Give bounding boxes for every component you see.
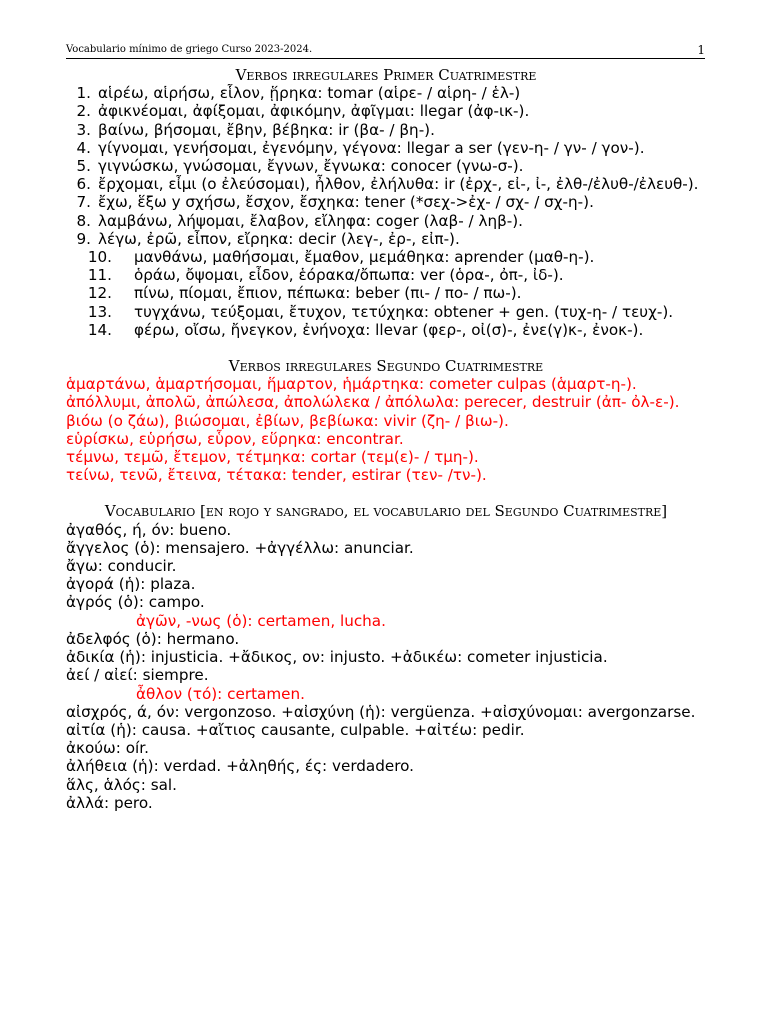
vocab-entry: αἰτία (ἡ): causa. +αἴτιος causante, culpable. +αἰτέω: pedir. bbox=[66, 720, 525, 739]
list-item bbox=[66, 212, 706, 230]
section-heading-first-term: Verbos irregulares Primer Cuatrimestre bbox=[235, 66, 537, 84]
irregular-verbs-first-list bbox=[66, 84, 706, 339]
vocab-entry: ἀδικία (ἡ): injusticia. +ἄδικος, ον: injusto. +ἀδικέω: cometer injusticia. bbox=[66, 648, 608, 667]
item-number: 6. bbox=[76, 175, 91, 194]
verb-line: τέμνω, τεμῶ, ἔτεμον, τέτμηκα: cortar (τεμ(ε)- / τμη-). bbox=[66, 448, 479, 467]
page-number: 1 bbox=[697, 43, 705, 57]
item-text: γίγνομαι, γενήσομαι, ἐγενόμην, γέγονα: llegar a ser (γεν-η- / γν- / γον-). bbox=[98, 138, 645, 157]
item-number: 4. bbox=[76, 138, 91, 157]
list-item bbox=[66, 121, 706, 139]
vocab-entry-second-term: ἆθλον (τό): certamen. bbox=[136, 684, 305, 703]
item-number: 7. bbox=[76, 193, 91, 212]
list-item bbox=[66, 321, 706, 339]
verb-line: εὑρίσκω, εὑρήσω, εὗρον, εὕρηκα: encontrar. bbox=[66, 429, 404, 448]
list-item bbox=[66, 157, 706, 175]
list-item bbox=[66, 139, 706, 157]
list-item bbox=[66, 266, 706, 284]
verb-line: ἁμαρτάνω, ἁμαρτήσομαι, ἥμαρτον, ἡμάρτηκα: cometer culpas (ἁμαρτ-η-). bbox=[66, 375, 637, 394]
item-text: ἔρχομαι, εἶμι (ο ἐλεύσομαι), ἦλθον, ἐλήλυθα: ir (ἐρχ-, εἰ-, ἰ-, ἐλθ-/ἐλυθ-/ἐλευθ-). bbox=[98, 175, 699, 194]
item-text: γιγνώσκω, γνώσομαι, ἔγνων, ἔγνωκα: conocer (γνω-σ-). bbox=[98, 157, 524, 176]
item-number: 11. bbox=[87, 266, 112, 285]
vocab-entry: ἀδελφός (ὁ): hermano. bbox=[66, 629, 240, 648]
item-text: τυγχάνω, τεύξομαι, ἔτυχον, τετύχηκα: obtener + gen. (τυχ-η- / τευχ-). bbox=[134, 302, 674, 321]
item-text: λέγω, ἐρῶ, εἶπον, εἴρηκα: decir (λεγ-, ἐρ-, εἰπ-). bbox=[98, 229, 460, 248]
section-heading-second-term: Verbos irregulares Segundo Cuatrimestre bbox=[228, 357, 544, 376]
list-item bbox=[66, 175, 706, 193]
item-number: 14. bbox=[87, 320, 112, 339]
item-number: 1. bbox=[76, 84, 91, 103]
item-number: 5. bbox=[76, 157, 91, 176]
item-number: 3. bbox=[76, 120, 91, 139]
vocab-entry: ἀγαθός, ή, όν: bueno. bbox=[66, 520, 232, 539]
vocab-entry: ἀκούω: oír. bbox=[66, 739, 149, 758]
vocab-entry: ἀεί / αἰεί: siempre. bbox=[66, 666, 209, 685]
item-number: 10. bbox=[87, 248, 112, 267]
verb-line: ἀπόλλυμι, ἀπολῶ, ἀπώλεσα, ἀπολώλεκα / ἀπόλωλα: perecer, destruir (ἀπ- ὀλ-ε-). bbox=[66, 393, 680, 412]
vocab-entry: ἀλήθεια (ἡ): verdad. +ἀληθής, ές: verdadero. bbox=[66, 757, 414, 776]
section-heading-vocabulary: Vocabulario [en rojo y sangrado, el vocabulario del Segundo Cuatrimestre] bbox=[104, 502, 668, 521]
verb-line: βιόω (ο ζάω), βιώσομαι, ἐβίων, βεβίωκα: vivir (ζη- / βιω-). bbox=[66, 411, 509, 430]
list-item bbox=[66, 248, 706, 266]
item-number: 8. bbox=[76, 211, 91, 230]
vocab-entry: ἀλλά: pero. bbox=[66, 793, 153, 812]
item-text: μανθάνω, μαθήσομαι, ἔμαθον, μεμάθηκα: aprender (μαθ-η-). bbox=[134, 248, 595, 267]
header-title: Vocabulario mínimo de griego Curso 2023-2024. bbox=[66, 44, 313, 55]
item-text: βαίνω, βήσομαι, ἔβην, βέβηκα: ir (βα- / βη-). bbox=[98, 120, 435, 139]
vocab-entry: ἀγρός (ὁ): campo. bbox=[66, 593, 205, 612]
irregular-verbs-second-list bbox=[66, 375, 706, 484]
vocab-entry: αἰσχρός, ά, όν: vergonzoso. +αἰσχύνη (ἡ): vergüenza. +αἰσχύνομαι: avergonzarse. bbox=[66, 702, 696, 721]
page-header bbox=[66, 44, 705, 59]
item-text: αἱρέω, αἱρήσω, εἷλον, ᾕρηκα: tomar (αἱρε- / αἱρη- / ἑλ-) bbox=[98, 84, 521, 103]
item-text: πίνω, πίομαι, ἔπιον, πέπωκα: beber (πι- / πο- / πω-). bbox=[134, 284, 522, 303]
list-item bbox=[66, 284, 706, 302]
list-item bbox=[66, 102, 706, 120]
vocabulary-list bbox=[66, 521, 706, 812]
vocab-entry: ἄγω: conducir. bbox=[66, 557, 177, 576]
item-text: ἔχω, ἕξω y σχήσω, ἔσχον, ἔσχηκα: tener (*σεχ->ἐχ- / σχ- / σχ-η-). bbox=[98, 193, 594, 212]
vocab-entry: ἅλς, ἁλός: sal. bbox=[66, 775, 177, 794]
item-text: λαμβάνω, λήψομαι, ἔλαβον, εἴληφα: coger (λαβ- / ληβ-). bbox=[98, 211, 523, 230]
item-text: ἀφικνέομαι, ἀφίξομαι, ἀφικόμην, ἀφῖγμαι: llegar (ἀφ-ικ-). bbox=[98, 102, 530, 121]
item-number: 13. bbox=[87, 302, 112, 321]
vocab-entry: ἀγορά (ἡ): plaza. bbox=[66, 575, 196, 594]
item-text: ὁράω, ὄψομαι, εἶδον, ἑόρακα/ὄπωπα: ver (ὁρα-, ὀπ-, ἰδ-). bbox=[134, 266, 564, 285]
item-number: 2. bbox=[76, 102, 91, 121]
list-item bbox=[66, 303, 706, 321]
list-item bbox=[66, 193, 706, 211]
list-item bbox=[66, 230, 706, 248]
list-item bbox=[66, 84, 706, 102]
vocab-entry-second-term: ἀγῶν, -νως (ὁ): certamen, lucha. bbox=[136, 611, 386, 630]
item-number: 12. bbox=[87, 284, 112, 303]
item-number: 9. bbox=[76, 229, 91, 248]
item-text: φέρω, οἴσω, ἤνεγκον, ἐνήνοχα: llevar (φερ-, οἰ(σ)-, ἐνε(γ)κ-, ἐνοκ-). bbox=[134, 320, 644, 339]
verb-line: τείνω, τενῶ, ἔτεινα, τέτακα: tender, estirar (τεν- /τν-). bbox=[66, 466, 487, 485]
vocab-entry: ἄγγελος (ὁ): mensajero. +ἀγγέλλω: anunciar. bbox=[66, 538, 414, 557]
document-body bbox=[66, 66, 706, 812]
